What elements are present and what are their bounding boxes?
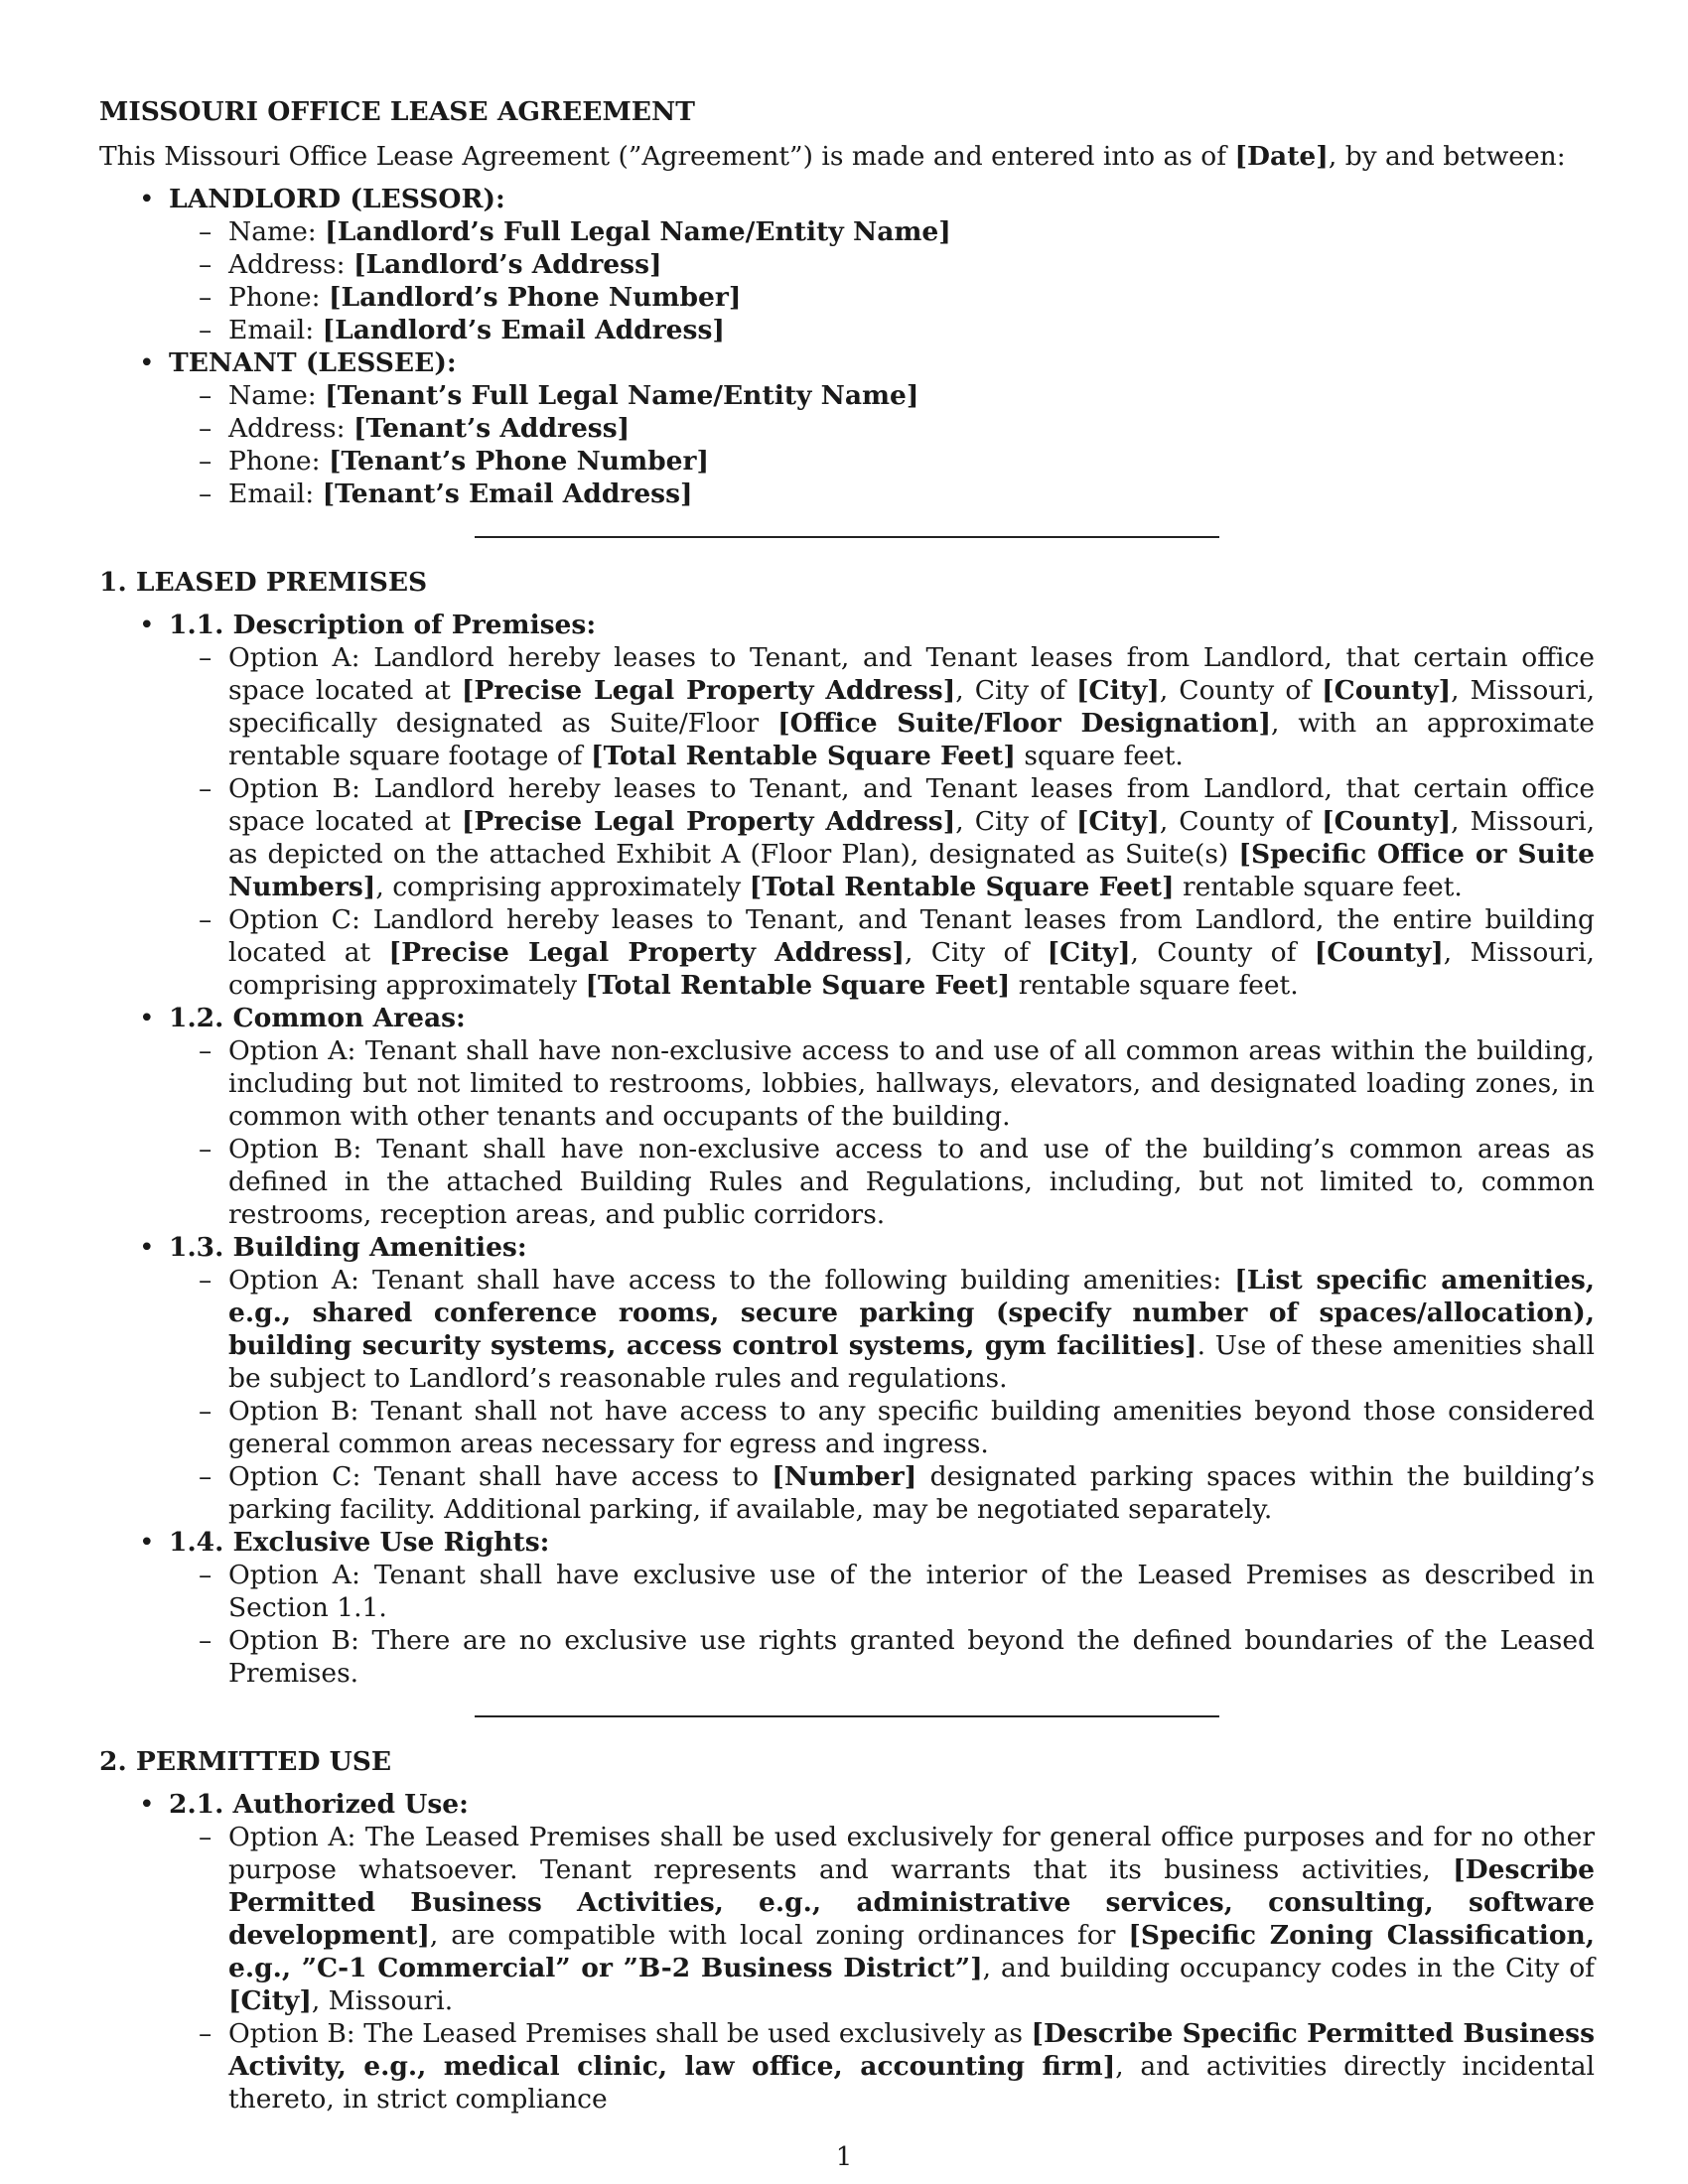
- parties-list: [99, 183, 1595, 510]
- field-label: Phone:: [228, 446, 329, 477]
- field-value-placeholder: [Landlord’s Full Legal Name/Entity Name]: [325, 216, 951, 247]
- subsection-heading: 2.1. Authorized Use:: [169, 1789, 469, 1820]
- dash-marker: –: [199, 282, 212, 313]
- dash-marker: –: [199, 380, 212, 411]
- option-item: [199, 903, 1595, 1002]
- field-label: Phone:: [228, 282, 329, 313]
- placeholder-text: [Precise Legal Property Address]: [461, 675, 956, 706]
- subsection-item: [139, 1788, 1595, 2116]
- option-item: [199, 1034, 1595, 1133]
- option-text: Option A: Tenant shall have exclusive use of the interior of the Leased Premises as described in Section 1.1.: [228, 1560, 1595, 1623]
- field-value-placeholder: [Tenant’s Full Legal Name/Entity Name]: [325, 380, 919, 411]
- option-text: square feet.: [1015, 741, 1184, 771]
- option-text: . Use of these amenities shall be subject to Landlord’s reasonable rules and regulations.: [228, 1330, 1595, 1394]
- option-text: , County of: [1130, 937, 1315, 968]
- placeholder-text: [City]: [1075, 675, 1160, 706]
- option-list: [169, 1821, 1595, 2116]
- field-label: Email:: [228, 478, 323, 509]
- dash-marker: –: [199, 478, 212, 509]
- bullet-marker: •: [139, 610, 155, 640]
- option-text: , are compatible with local zoning ordinances for: [429, 1920, 1129, 1951]
- intro-tail: , by and between:: [1328, 141, 1566, 172]
- party-field: [199, 478, 1595, 510]
- party-bullet-list: [99, 183, 1595, 510]
- bullet-marker: •: [139, 1232, 155, 1263]
- placeholder-text: [Number]: [772, 1461, 917, 1492]
- option-text: rentable square feet.: [1010, 970, 1299, 1001]
- dash-marker: –: [199, 216, 212, 247]
- placeholder-text: [Total Rentable Square Feet]: [585, 970, 1011, 1001]
- subsection-item: [139, 609, 1595, 1002]
- document-page: [99, 95, 1595, 2116]
- dash-marker: –: [199, 773, 212, 804]
- subsection-item: [139, 1526, 1595, 1690]
- option-item: [199, 1460, 1595, 1526]
- subsection-heading: 1.1. Description of Premises:: [169, 610, 597, 640]
- option-list: [169, 641, 1595, 1002]
- option-text: , City of: [955, 806, 1076, 837]
- option-text: Option B: There are no exclusive use rights granted beyond the defined boundaries of the Leased Premises.: [228, 1625, 1595, 1689]
- bullet-marker: •: [139, 184, 155, 214]
- option-text: Option A: Tenant shall have access to the following building amenities:: [228, 1265, 1235, 1296]
- party-field-list: [169, 379, 1595, 510]
- option-text: , County of: [1159, 806, 1323, 837]
- party-field: [199, 248, 1595, 281]
- option-item: [199, 1624, 1595, 1690]
- dash-marker: –: [199, 1560, 212, 1590]
- option-text: Option A: Tenant shall have non-exclusive access to and use of all common areas within the building, including but not limited to restrooms, lobbies, hallways, elevators, and designated loading zones, in common with other tenants and occupants of the building.: [228, 1035, 1595, 1132]
- option-text: Option A: The Leased Premises shall be used exclusively for general office purposes and for no other purpose whatsoever. Tenant represents and warrants that its business activities,: [228, 1822, 1595, 1885]
- field-value-placeholder: [Landlord’s Address]: [352, 249, 662, 280]
- placeholder-text: [County]: [1322, 675, 1452, 706]
- party-field: [199, 281, 1595, 314]
- dash-marker: –: [199, 1625, 212, 1656]
- option-text: Option C: Tenant shall have access to: [228, 1461, 773, 1492]
- option-list: [169, 1034, 1595, 1231]
- placeholder-text: [Describe Permitted Business Activities, e.g., administrative services, consulting, software development]: [228, 1854, 1595, 1951]
- bullet-marker: •: [139, 1003, 155, 1033]
- subsection-item: [139, 1002, 1595, 1231]
- option-text: Option B: Tenant shall have non-exclusive access to and use of the building’s common areas as defined in the attached Building Rules and Regulations, including, but not limited to, common restrooms, reception areas, and public corridors.: [228, 1134, 1595, 1230]
- intro-date-placeholder: [Date]: [1234, 141, 1329, 172]
- option-text: Option B: Tenant shall not have access to any specific building amenities beyond those considered general common areas necessary for egress and ingress.: [228, 1396, 1595, 1459]
- placeholder-text: [Total Rentable Square Feet]: [749, 872, 1175, 902]
- option-item: [199, 1395, 1595, 1460]
- subsection-heading: 1.3. Building Amenities:: [169, 1232, 527, 1263]
- field-value-placeholder: [Landlord’s Email Address]: [322, 315, 725, 345]
- page-number: 1: [835, 2142, 853, 2172]
- option-item: [199, 772, 1595, 903]
- option-text: , comprising approximately: [375, 872, 750, 902]
- placeholder-text: [County]: [1322, 806, 1452, 837]
- dash-marker: –: [199, 1396, 212, 1427]
- section-divider: [475, 536, 1219, 538]
- bullet-marker: •: [139, 347, 155, 378]
- dash-marker: –: [199, 1265, 212, 1296]
- dash-marker: –: [199, 904, 212, 935]
- party-item: [139, 183, 1595, 346]
- field-label: Name:: [228, 216, 326, 247]
- subsection-item: [139, 1231, 1596, 1526]
- dash-marker: –: [199, 413, 212, 444]
- field-value-placeholder: [Tenant’s Phone Number]: [328, 446, 710, 477]
- dash-marker: –: [199, 446, 212, 477]
- section-heading: 1. LEASED PREMISES: [99, 567, 428, 598]
- dash-marker: –: [199, 642, 212, 673]
- subsection-heading: 1.4. Exclusive Use Rights:: [169, 1527, 550, 1558]
- option-text: , and building occupancy codes in the City of: [982, 1953, 1595, 1983]
- option-item: [199, 1821, 1595, 2017]
- party-field: [199, 379, 1595, 412]
- dash-marker: –: [199, 249, 212, 280]
- section-heading: 2. PERMITTED USE: [99, 1746, 392, 1777]
- option-item: [199, 1559, 1595, 1624]
- subsection-list: [99, 1788, 1595, 2116]
- dash-marker: –: [199, 1035, 212, 1066]
- party-field-list: [169, 215, 1595, 346]
- placeholder-text: [Precise Legal Property Address]: [388, 937, 905, 968]
- option-text: , City of: [955, 675, 1076, 706]
- option-text: rentable square feet.: [1174, 872, 1463, 902]
- placeholder-text: [Specific Zoning Classification, e.g., ”C-1 Commercial” or ”B-2 Business District”]: [228, 1920, 1595, 1983]
- option-text: , County of: [1159, 675, 1323, 706]
- option-text: , Missouri.: [311, 1985, 454, 2016]
- field-value-placeholder: [Tenant’s Email Address]: [322, 478, 693, 509]
- dash-marker: –: [199, 1461, 212, 1492]
- option-text: , Missouri, as depicted on the attached Exhibit A (Floor Plan), designated as Suite(s): [228, 806, 1595, 870]
- document-title: MISSOURI OFFICE LEASE AGREEMENT: [99, 96, 695, 127]
- field-label: Name:: [228, 380, 326, 411]
- dash-marker: –: [199, 2018, 212, 2049]
- bullet-marker: •: [139, 1789, 155, 1820]
- option-text: , with an approximate rentable square footage of: [228, 708, 1595, 771]
- party-field: [199, 412, 1595, 445]
- party-field: [199, 314, 1595, 346]
- field-label: Address:: [228, 413, 353, 444]
- option-text: , Missouri, specifically designated as Suite/Floor: [228, 675, 1595, 739]
- dash-marker: –: [199, 1822, 212, 1852]
- option-text: Option B: Landlord hereby leases to Tenant, and Tenant leases from Landlord, that certain office space located at: [228, 773, 1595, 837]
- option-list: [169, 1264, 1595, 1526]
- option-text: Option C: Landlord hereby leases to Tenant, and Tenant leases from Landlord, the entire building located at: [228, 904, 1595, 968]
- option-text: , City of: [904, 937, 1048, 968]
- field-value-placeholder: [Landlord’s Phone Number]: [328, 282, 742, 313]
- bullet-marker: •: [139, 1527, 155, 1558]
- option-item: [199, 1264, 1596, 1395]
- option-text: , Missouri, comprising approximately: [228, 937, 1595, 1001]
- party-heading: LANDLORD (LESSOR):: [169, 184, 505, 214]
- dash-marker: –: [199, 1134, 212, 1164]
- dash-marker: –: [199, 315, 212, 345]
- placeholder-text: [City]: [1075, 806, 1160, 837]
- option-text: Option B: The Leased Premises shall be used exclusively as: [228, 2018, 1032, 2049]
- placeholder-text: [List specific amenities, e.g., shared conference rooms, secure parking (specify number of spaces/allocation), building security systems, access control systems, gym facilities]: [228, 1265, 1596, 1361]
- placeholder-text: [City]: [228, 1985, 312, 2016]
- option-item: [199, 641, 1595, 772]
- party-heading: TENANT (LESSEE):: [169, 347, 457, 378]
- field-label: Address:: [228, 249, 353, 280]
- party-item: [139, 346, 1595, 510]
- party-field: [199, 215, 1595, 248]
- option-text: , and activities directly incidental thereto, in strict compliance: [228, 2051, 1595, 2115]
- option-item: [199, 1133, 1595, 1231]
- placeholder-text: [Specific Office or Suite Numbers]: [228, 839, 1595, 902]
- option-text: designated parking spaces within the building’s parking facility. Additional parking, if available, may be negotiated separately.: [228, 1461, 1595, 1525]
- placeholder-text: [Precise Legal Property Address]: [461, 806, 956, 837]
- placeholder-text: [Describe Specific Permitted Business Activity, e.g., medical clinic, law office, accounting firm]: [228, 2018, 1595, 2082]
- intro-text: This Missouri Office Lease Agreement (”Agreement”) is made and entered into as of: [99, 141, 1235, 172]
- intro-paragraph: [99, 140, 1595, 173]
- option-list: [169, 1559, 1595, 1690]
- subsection-heading: 1.2. Common Areas:: [169, 1003, 466, 1033]
- option-item: [199, 2017, 1595, 2116]
- sections-container: [99, 536, 1595, 2116]
- placeholder-text: [City]: [1047, 937, 1131, 968]
- placeholder-text: [Office Suite/Floor Designation]: [777, 708, 1272, 739]
- placeholder-text: [County]: [1314, 937, 1444, 968]
- field-label: Email:: [228, 315, 323, 345]
- subsection-list: [99, 609, 1595, 1690]
- placeholder-text: [Total Rentable Square Feet]: [591, 741, 1016, 771]
- party-field: [199, 445, 1595, 478]
- section-divider: [475, 1715, 1219, 1717]
- option-text: Option A: Landlord hereby leases to Tenant, and Tenant leases from Landlord, that certain office space located at: [228, 642, 1595, 706]
- field-value-placeholder: [Tenant’s Address]: [352, 413, 631, 444]
